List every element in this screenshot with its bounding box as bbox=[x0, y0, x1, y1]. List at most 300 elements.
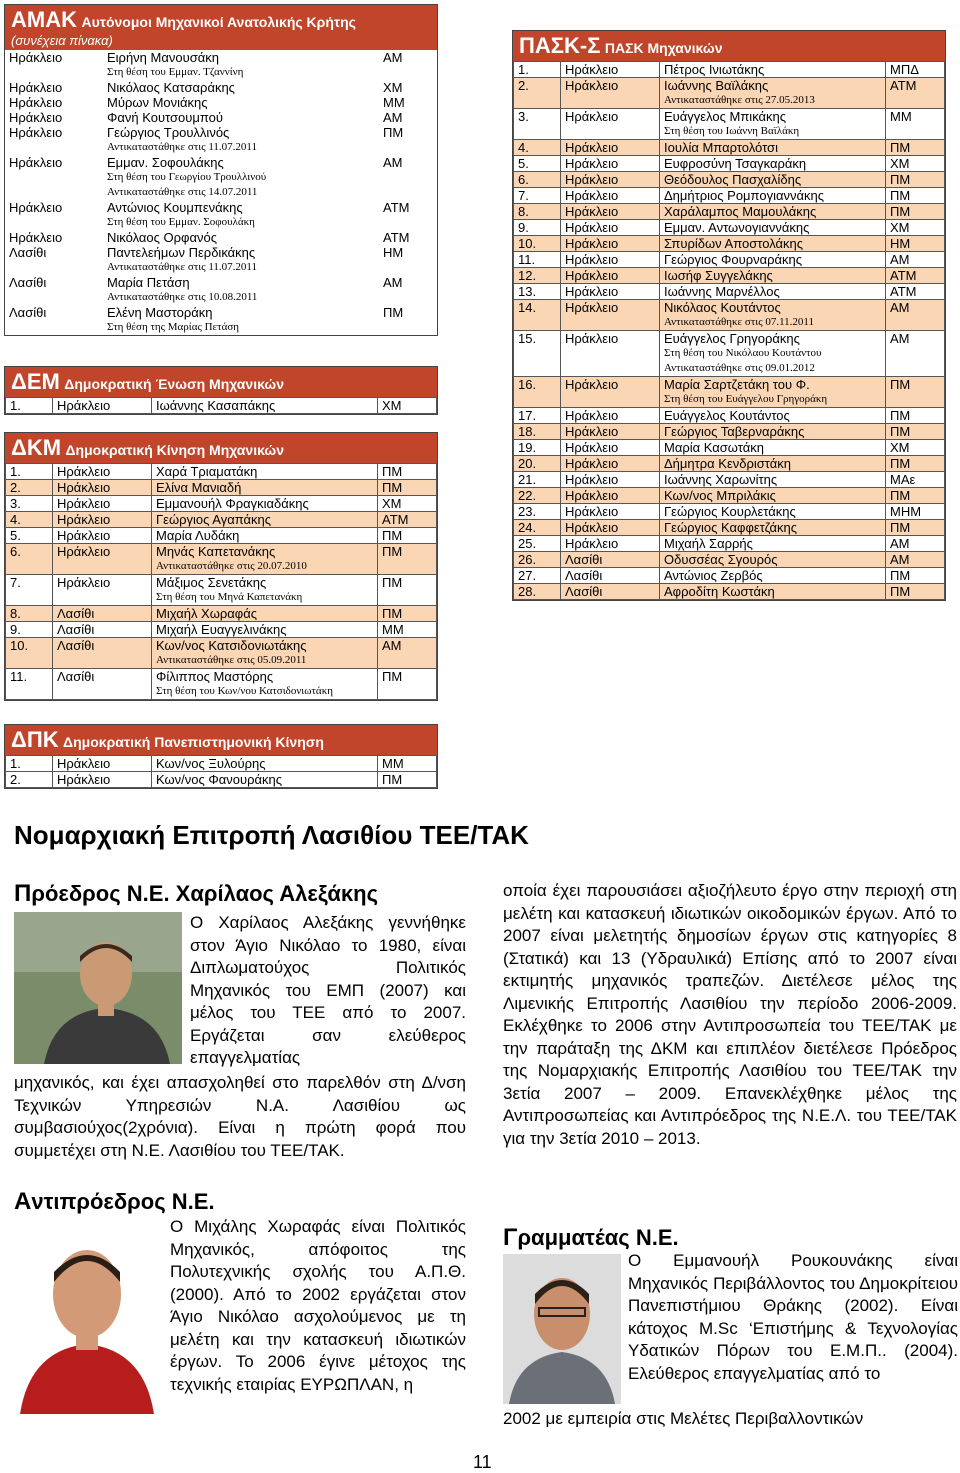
committee-title: Νομαρχιακή Επιτροπή Λασιθίου ΤΕΕ/ΤΑΚ bbox=[14, 820, 529, 850]
row-number-cell bbox=[514, 140, 561, 156]
row-note: Στη θέση του Μηνά Καπετανάκη bbox=[156, 591, 303, 603]
row-number-cell bbox=[514, 62, 561, 78]
row-role: ΜΑε bbox=[890, 472, 916, 487]
row-number: 1. bbox=[10, 464, 21, 479]
row-name: Μαρία Κασωτάκη bbox=[664, 440, 764, 455]
row-role-cell bbox=[378, 606, 437, 622]
row-role-cell bbox=[379, 305, 437, 335]
page-number: 11 bbox=[473, 1452, 492, 1472]
row-number-cell bbox=[6, 638, 53, 669]
row-number-cell bbox=[514, 456, 561, 472]
row-name: Εμμανουήλ Φραγκιαδάκης bbox=[156, 496, 309, 511]
row-city: Ηράκλειο bbox=[57, 398, 111, 413]
table-row bbox=[5, 230, 437, 245]
row-city: Ηράκλειο bbox=[9, 110, 63, 125]
table-row bbox=[6, 480, 437, 496]
row-name-cell bbox=[660, 140, 886, 156]
row-number: 14. bbox=[518, 300, 537, 315]
table-row bbox=[514, 188, 945, 204]
row-city: Ηράκλειο bbox=[9, 155, 63, 170]
row-city-cell bbox=[5, 50, 103, 80]
table-row bbox=[514, 456, 945, 472]
row-note: Αντικαταστάθηκε στις 05.09.2011 bbox=[156, 654, 307, 666]
row-name: Ευάγγελος Μπικάκης bbox=[664, 109, 787, 124]
row-name: Χαράλαμπος Μαμουλάκης bbox=[664, 204, 817, 219]
row-number-cell bbox=[514, 331, 561, 377]
row-name-cell bbox=[152, 669, 378, 700]
row-name-cell bbox=[660, 220, 886, 236]
table-row bbox=[514, 424, 945, 440]
row-note2: Αντικαταστάθηκε στις 09.01.2012 bbox=[664, 362, 815, 374]
row-city-cell bbox=[53, 464, 152, 480]
row-role-cell bbox=[886, 568, 945, 584]
row-name: Μαρία Λυδάκη bbox=[156, 528, 240, 543]
row-city-cell bbox=[53, 772, 152, 788]
row-note: Αντικαταστάθηκε στις 11.07.2011 bbox=[107, 141, 258, 153]
row-name-cell bbox=[660, 488, 886, 504]
row-city-cell bbox=[53, 606, 152, 622]
row-role-cell bbox=[886, 456, 945, 472]
row-number: 13. bbox=[518, 284, 537, 299]
row-note: Στη θέση του Νικόλαου Κουτάντου bbox=[664, 347, 822, 359]
row-role-cell bbox=[379, 125, 437, 155]
row-name: Νικόλαος Ορφανός bbox=[107, 230, 217, 245]
row-city-cell bbox=[5, 110, 103, 125]
row-number-cell bbox=[514, 78, 561, 109]
row-role-cell bbox=[378, 496, 437, 512]
president-bio-3: οποία έχει παρουσιάσει αξιοζήλευτο έργο στην περιοχή στη μελέτη και κατασκευή ιδιωτικών οικοδομικών έργων. Από το 2007 είναι μελετητής δημοσίων έργων στις κατηγορίες 8 (Στατικά) και 13 (Υδραυλικά) Επίσης από το 2007 είναι εκτιμητής μηχανικός τραπεζών. Διετέλεσε μέλος της Λιμενικής Επιτροπής Λασιθίου την περίοδο 2006-2009. Εκλέχθηκε το 2006 στην Αντιπροσωπεία του ΤΕΕ/ΤΑΚ με την παράταξη της ΔΚΜ και επιπλέον διετέλεσε Πρόεδρος της Νομαρχιακής Επιτροπής Λασιθίου του ΤΕΕ/ΤΑΚ την 3ετία 2007 – 2009. Επανεκλέχθηκε μέλος της Αντιπροσωπείας και Αντιπρόεδρος της Ν.Ε.Λ. του ΤΕΕ/ΤΑΚ για την 3ετία 2010 – 2013. bbox=[503, 881, 957, 1148]
row-name: Ελένη Μαστοράκη bbox=[107, 305, 213, 320]
row-city-cell bbox=[561, 584, 660, 600]
table-row bbox=[514, 172, 945, 188]
row-role: ΑΤΜ bbox=[383, 200, 410, 215]
row-name-cell bbox=[103, 155, 379, 200]
row-number: 17. bbox=[518, 408, 537, 423]
row-name-cell bbox=[660, 284, 886, 300]
row-number-cell bbox=[514, 172, 561, 188]
row-role: ΠΜ bbox=[890, 424, 911, 439]
row-name-cell bbox=[660, 377, 886, 408]
row-role-cell bbox=[379, 80, 437, 95]
row-city: Ηράκλειο bbox=[565, 440, 619, 455]
row-number: 6. bbox=[518, 172, 529, 187]
row-city: Ηράκλειο bbox=[57, 528, 111, 543]
row-number-cell bbox=[514, 584, 561, 600]
table-row bbox=[514, 156, 945, 172]
row-role: ΧΜ bbox=[383, 80, 403, 95]
row-role-cell bbox=[886, 78, 945, 109]
row-role: ΠΜ bbox=[890, 377, 911, 392]
row-name-cell bbox=[660, 331, 886, 377]
row-role-cell bbox=[886, 236, 945, 252]
row-name-cell bbox=[103, 230, 379, 245]
row-city: Λασίθι bbox=[565, 552, 603, 567]
row-number-cell bbox=[6, 669, 53, 700]
row-name: Γεώργιος Κουρλετάκης bbox=[664, 504, 796, 519]
table-row bbox=[514, 300, 945, 331]
row-note: Αντικαταστάθηκε στις 20.07.2010 bbox=[156, 560, 307, 572]
row-number: 28. bbox=[518, 584, 537, 599]
row-name-cell bbox=[103, 200, 379, 230]
row-number: 4. bbox=[10, 512, 21, 527]
row-name-cell bbox=[660, 520, 886, 536]
row-note: Στη θέση του Εμμαν. Τζαννίνη bbox=[107, 66, 244, 78]
row-city: Ηράκλειο bbox=[565, 204, 619, 219]
row-number: 1. bbox=[518, 62, 529, 77]
row-city: Ηράκλειο bbox=[565, 504, 619, 519]
row-number-cell bbox=[6, 544, 53, 575]
row-name-cell bbox=[660, 568, 886, 584]
row-role-cell bbox=[378, 480, 437, 496]
row-role-cell bbox=[378, 528, 437, 544]
row-city: Λασίθι bbox=[57, 638, 95, 653]
row-city: Ηράκλειο bbox=[565, 331, 619, 346]
president-heading bbox=[14, 880, 378, 908]
row-role-cell bbox=[378, 512, 437, 528]
row-number-cell bbox=[514, 520, 561, 536]
row-role-cell bbox=[886, 284, 945, 300]
row-name: Κων/νος Μπριλάκις bbox=[664, 488, 776, 503]
row-name: Κων/νος Φανουράκης bbox=[156, 772, 283, 787]
dem-header bbox=[5, 367, 437, 397]
row-city-cell bbox=[53, 622, 152, 638]
row-name-cell bbox=[660, 109, 886, 140]
table-row bbox=[514, 408, 945, 424]
row-city: Λασίθι bbox=[565, 568, 603, 583]
row-name-cell bbox=[152, 480, 378, 496]
row-city: Ηράκλειο bbox=[565, 284, 619, 299]
row-city: Λασίθι bbox=[9, 275, 47, 290]
row-name-cell bbox=[152, 772, 378, 788]
president-bio-2: μηχανικός, και έχει απασχοληθεί στο παρελθόν στη Δ/νση Τεχνικών Υπηρεσιών Ν.Α. Λασιθίου ως συμβασιούχος(2χρόνια). Είναι η πρώτη φορά που συμμετέχει στη Ν.Ε. Λασιθίου του ΤΕΕ/ΤΑΚ. bbox=[14, 1073, 466, 1160]
dkm-header bbox=[5, 433, 437, 463]
row-city-cell bbox=[561, 109, 660, 140]
row-name-cell bbox=[103, 275, 379, 305]
row-role: ΠΜ bbox=[382, 575, 403, 590]
row-city: Ηράκλειο bbox=[565, 536, 619, 551]
row-city: Ηράκλειο bbox=[565, 488, 619, 503]
row-city: Λασίθι bbox=[565, 584, 603, 599]
table-row bbox=[514, 520, 945, 536]
row-role: ΠΜ bbox=[890, 456, 911, 471]
row-number-cell bbox=[6, 606, 53, 622]
table-row bbox=[514, 568, 945, 584]
row-role: ΠΜ bbox=[382, 528, 403, 543]
president-heading-cap: Π bbox=[14, 880, 32, 907]
row-name-cell bbox=[660, 252, 886, 268]
row-name: Ιωάννης Μαρνέλλος bbox=[664, 284, 780, 299]
row-note: Στη θέση του Κων/νου Κατσιδονιωτάκη bbox=[156, 685, 333, 697]
row-city-cell bbox=[561, 188, 660, 204]
row-city: Ηράκλειο bbox=[565, 472, 619, 487]
table-row bbox=[6, 638, 437, 669]
row-role-cell bbox=[378, 398, 437, 414]
row-name: Ιωάννης Βαϊλάκης bbox=[664, 78, 769, 93]
amak-table bbox=[5, 50, 437, 335]
row-city-cell bbox=[561, 552, 660, 568]
row-number-cell bbox=[514, 377, 561, 408]
row-city-cell bbox=[561, 284, 660, 300]
row-number-cell bbox=[6, 464, 53, 480]
row-role: ΠΜ bbox=[890, 408, 911, 423]
amak-panel bbox=[4, 4, 438, 336]
row-role-cell bbox=[886, 331, 945, 377]
row-name-cell bbox=[660, 440, 886, 456]
row-city: Λασίθι bbox=[57, 669, 95, 684]
row-number: 7. bbox=[10, 575, 21, 590]
row-city: Ηράκλειο bbox=[57, 512, 111, 527]
row-number: 24. bbox=[518, 520, 537, 535]
table-row bbox=[514, 140, 945, 156]
row-role: ΑΜ bbox=[383, 50, 403, 65]
table-row bbox=[514, 536, 945, 552]
secretary-heading bbox=[503, 1224, 679, 1252]
row-role-cell bbox=[379, 245, 437, 275]
row-name: Γεώργιος Καφφετζάκης bbox=[664, 520, 798, 535]
row-name-cell bbox=[103, 305, 379, 335]
row-role: ΜΗΜ bbox=[890, 504, 922, 519]
row-name-cell bbox=[152, 606, 378, 622]
row-name: Μαρία Σαρτζετάκη του Φ. bbox=[664, 377, 810, 392]
row-city-cell bbox=[561, 377, 660, 408]
row-name-cell bbox=[152, 512, 378, 528]
row-city-cell bbox=[561, 172, 660, 188]
table-row bbox=[514, 440, 945, 456]
row-city: Ηράκλειο bbox=[57, 496, 111, 511]
president-photo bbox=[14, 912, 182, 1064]
row-name: Μύρων Μονιάκης bbox=[107, 95, 208, 110]
row-role: ΜΜ bbox=[890, 109, 912, 124]
row-name-cell bbox=[660, 204, 886, 220]
row-city: Ηράκλειο bbox=[9, 95, 63, 110]
row-role: ΑΜ bbox=[890, 536, 910, 551]
row-role: ΧΜ bbox=[890, 220, 910, 235]
row-role: ΜΜ bbox=[382, 622, 404, 637]
dkm-table bbox=[5, 463, 437, 700]
row-name-cell bbox=[660, 408, 886, 424]
row-role: ΠΜ bbox=[890, 172, 911, 187]
dem-panel bbox=[4, 366, 438, 415]
row-number-cell bbox=[6, 528, 53, 544]
row-name-cell bbox=[660, 300, 886, 331]
table-row bbox=[6, 606, 437, 622]
row-role-cell bbox=[886, 440, 945, 456]
row-number: 4. bbox=[518, 140, 529, 155]
row-city-cell bbox=[561, 331, 660, 377]
row-number-cell bbox=[514, 552, 561, 568]
row-role: ΠΜ bbox=[382, 772, 403, 787]
row-role: ΑΤΜ bbox=[890, 284, 917, 299]
row-note2: Αντικαταστάθηκε στις 14.07.2011 bbox=[107, 186, 258, 198]
table-row bbox=[5, 305, 437, 335]
row-role: ΗΜ bbox=[890, 236, 911, 251]
row-city: Λασίθι bbox=[9, 245, 47, 260]
pask-title-full: ΠΑΣΚ Μηχανικών bbox=[604, 40, 723, 56]
row-city-cell bbox=[561, 236, 660, 252]
row-city: Ηράκλειο bbox=[9, 80, 63, 95]
row-name-cell bbox=[103, 110, 379, 125]
table-row bbox=[514, 252, 945, 268]
row-role: ΠΜ bbox=[890, 584, 911, 599]
row-number: 6. bbox=[10, 544, 21, 559]
dpk-panel bbox=[4, 724, 438, 789]
row-number-cell bbox=[514, 440, 561, 456]
row-role-cell bbox=[886, 140, 945, 156]
row-city-cell bbox=[561, 424, 660, 440]
row-name: Πέτρος Ινιωτάκης bbox=[664, 62, 765, 77]
row-number-cell bbox=[514, 408, 561, 424]
row-city-cell bbox=[561, 488, 660, 504]
row-name: Δημήτριος Ρομπογιαννάκης bbox=[664, 188, 824, 203]
row-city-cell bbox=[561, 78, 660, 109]
row-note: Στη θέση του Γεωργίου Τρουλλινού bbox=[107, 171, 267, 183]
row-number: 9. bbox=[10, 622, 21, 637]
row-name-cell bbox=[152, 575, 378, 606]
row-number: 2. bbox=[10, 772, 21, 787]
row-role: ΜΜ bbox=[382, 756, 404, 771]
row-number-cell bbox=[514, 472, 561, 488]
row-city-cell bbox=[561, 504, 660, 520]
row-name-cell bbox=[103, 125, 379, 155]
row-city-cell bbox=[561, 156, 660, 172]
row-city-cell bbox=[53, 496, 152, 512]
table-row bbox=[514, 62, 945, 78]
row-number: 21. bbox=[518, 472, 537, 487]
row-number-cell bbox=[514, 268, 561, 284]
row-role: ΑΤΜ bbox=[890, 268, 917, 283]
row-city: Ηράκλειο bbox=[565, 62, 619, 77]
row-name-cell bbox=[660, 172, 886, 188]
row-city: Ηράκλειο bbox=[565, 220, 619, 235]
table-row bbox=[514, 284, 945, 300]
row-role: ΠΜ bbox=[890, 188, 911, 203]
row-role-cell bbox=[886, 584, 945, 600]
row-city: Ηράκλειο bbox=[565, 140, 619, 155]
row-role-cell bbox=[886, 204, 945, 220]
row-name: Κων/νος Κατσιδονιωτάκης bbox=[156, 638, 307, 653]
row-name-cell bbox=[660, 156, 886, 172]
row-role: ΠΜ bbox=[383, 125, 404, 140]
row-number-cell bbox=[514, 236, 561, 252]
row-note: Στη θέση του Ευάγγελου Γρηγοράκη bbox=[664, 393, 828, 405]
table-row bbox=[6, 398, 437, 414]
row-name: Δήμητρα Κενδριστάκη bbox=[664, 456, 791, 471]
row-name: Οδυσσέας Σγουρός bbox=[664, 552, 778, 567]
row-role-cell bbox=[886, 188, 945, 204]
row-name-cell bbox=[103, 80, 379, 95]
row-city: Ηράκλειο bbox=[57, 480, 111, 495]
row-city-cell bbox=[561, 204, 660, 220]
row-name: Φανή Κουτσουμπού bbox=[107, 110, 224, 125]
row-note: Αντικαταστάθηκε στις 27.05.2013 bbox=[664, 94, 815, 106]
president-heading-rest: ρόεδρος Ν.Ε. Χαρίλαος Αλεξάκης bbox=[31, 881, 379, 906]
row-role-cell bbox=[886, 377, 945, 408]
row-number: 1. bbox=[10, 756, 21, 771]
row-city: Ηράκλειο bbox=[565, 377, 619, 392]
row-number-cell bbox=[514, 252, 561, 268]
row-name: Μιχαήλ Σαρρής bbox=[664, 536, 753, 551]
vice-bio: Ο Μιχάλης Χωραφάς είναι Πολιτικός Μηχανικός, απόφοιτος της Πολυτεχνικής σχολής του Α.Π.Θ.(2000). Από το 2002 εργάζεται στον Άγιο Νικόλαο ασχολούμενος με τη μελέτη και την κατασκευή ιδιωτικών έργων. Το 2006 έγινε μέτοχος της τεχνικής εταιρίας ΕΥΡΩΠΛΑΝ, η bbox=[170, 1217, 466, 1394]
row-role-cell bbox=[378, 464, 437, 480]
row-number: 27. bbox=[518, 568, 537, 583]
row-name-cell bbox=[152, 398, 378, 414]
row-name-cell bbox=[660, 504, 886, 520]
row-role: ΠΜ bbox=[890, 520, 911, 535]
row-city: Ηράκλειο bbox=[57, 544, 111, 559]
row-name: Μηνάς Καπετανάκης bbox=[156, 544, 276, 559]
row-name-cell bbox=[103, 50, 379, 80]
row-role-cell bbox=[378, 669, 437, 700]
secretary-bio-2: 2002 με εμπειρία στις Μελέτες Περιβαλλοντικών bbox=[503, 1409, 864, 1428]
dpk-title: ΔΠΚ bbox=[11, 727, 59, 752]
row-city: Ηράκλειο bbox=[565, 236, 619, 251]
row-name: Φίλιππος Μαστόρης bbox=[156, 669, 274, 684]
row-city-cell bbox=[561, 300, 660, 331]
row-city: Ηράκλειο bbox=[565, 424, 619, 439]
vice-photo bbox=[14, 1222, 160, 1414]
vice-heading-rest: ντιπρόεδρος Ν.Ε. bbox=[31, 1189, 215, 1214]
row-city: Ηράκλειο bbox=[565, 78, 619, 93]
row-number: 23. bbox=[518, 504, 537, 519]
row-name: Ελίνα Μανιαδή bbox=[156, 480, 242, 495]
dkm-panel bbox=[4, 432, 438, 701]
pask-title: ΠΑΣΚ-Σ bbox=[519, 33, 601, 58]
row-role: ΑΜ bbox=[383, 110, 403, 125]
row-city: Ηράκλειο bbox=[9, 50, 63, 65]
row-role: ΑΜ bbox=[890, 552, 910, 567]
row-name: Γεώργιος Τρουλλινός bbox=[107, 125, 230, 140]
row-name: Ιωάννης Χαρωνίτης bbox=[664, 472, 778, 487]
row-city-cell bbox=[561, 440, 660, 456]
row-city: Ηράκλειο bbox=[9, 125, 63, 140]
row-city: Ηράκλειο bbox=[57, 575, 111, 590]
table-row bbox=[514, 78, 945, 109]
secretary-photo bbox=[503, 1254, 621, 1404]
row-role: ΠΜ bbox=[382, 669, 403, 684]
row-role: ΑΜ bbox=[383, 275, 403, 290]
row-role-cell bbox=[886, 300, 945, 331]
table-row bbox=[514, 488, 945, 504]
row-role-cell bbox=[886, 62, 945, 78]
row-city-cell bbox=[5, 245, 103, 275]
row-city-cell bbox=[53, 480, 152, 496]
table-row bbox=[5, 125, 437, 155]
row-role-cell bbox=[886, 472, 945, 488]
row-role: ΑΜ bbox=[890, 252, 910, 267]
row-number-cell bbox=[6, 575, 53, 606]
row-role: ΧΜ bbox=[382, 398, 402, 413]
row-city: Ηράκλειο bbox=[565, 456, 619, 471]
row-name-cell bbox=[152, 496, 378, 512]
row-role-cell bbox=[886, 536, 945, 552]
row-name-cell bbox=[660, 472, 886, 488]
dpk-header bbox=[5, 725, 437, 755]
table-row bbox=[6, 528, 437, 544]
row-city-cell bbox=[561, 456, 660, 472]
table-row bbox=[514, 377, 945, 408]
row-city: Ηράκλειο bbox=[565, 156, 619, 171]
row-role: ΗΜ bbox=[383, 245, 404, 260]
row-city: Ηράκλειο bbox=[57, 756, 111, 771]
row-role: ΠΜ bbox=[382, 480, 403, 495]
row-number: 22. bbox=[518, 488, 537, 503]
row-role: ΑΜ bbox=[382, 638, 402, 653]
row-role: ΑΜ bbox=[383, 155, 403, 170]
row-number: 19. bbox=[518, 440, 537, 455]
row-number-cell bbox=[514, 204, 561, 220]
row-number: 1. bbox=[10, 398, 21, 413]
row-role: ΠΜ bbox=[382, 464, 403, 479]
